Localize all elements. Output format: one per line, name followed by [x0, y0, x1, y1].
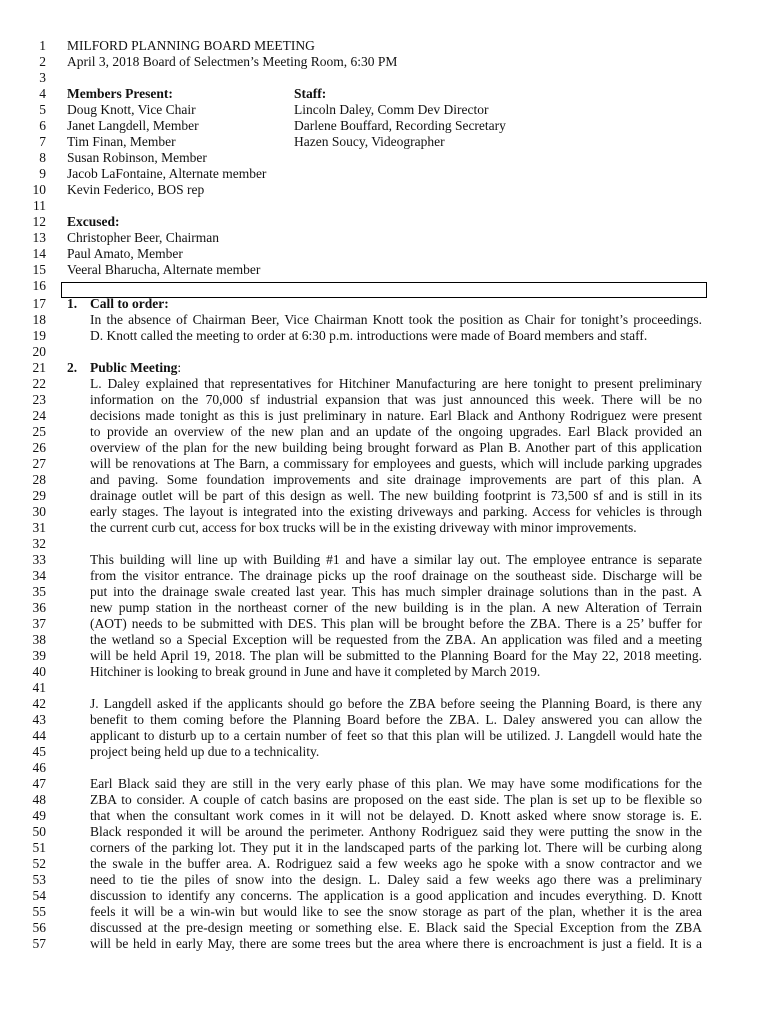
paragraph-line: (AOT) needs to be submitted with DES. This plan will be brought before the ZBA. There is a 25’ buffer for	[90, 616, 702, 631]
paragraph-line: early stages. The layout is integrated into the existing driveways and parking. Access for vehicles is through	[90, 504, 702, 519]
paragraph-line: discussion to identify any concerns. The application is a good application and incudes everything. D. Knott	[90, 888, 702, 903]
line-number: 15	[32, 262, 46, 277]
line-number: 17	[32, 296, 46, 311]
paragraph-line: will be held April 19, 2018. The plan will be submitted to the Planning Board for the May 22, 2018 meeting.	[90, 648, 702, 663]
line-number: 32	[32, 536, 46, 551]
line-number: 42	[32, 696, 46, 711]
member-item: Tim Finan, Member	[67, 134, 176, 149]
line-number: 38	[32, 632, 46, 647]
paragraph-line: corners of the parking lot. They put it in the landscaped parts of the parking lot. There will be curbing along	[90, 840, 702, 855]
line-number: 33	[32, 552, 46, 567]
line-number: 36	[32, 600, 46, 615]
staff-item: Darlene Bouffard, Recording Secretary	[294, 118, 506, 133]
line-number: 54	[32, 888, 46, 903]
line-number: 55	[32, 904, 46, 919]
line-number: 10	[32, 182, 46, 197]
paragraph-line: Black responded it will be around the perimeter. Anthony Rodriguez said they were putting the snow in the	[90, 824, 702, 839]
staff-heading: Staff:	[294, 86, 327, 101]
paragraph-line: from the visitor entrance. The drainage picks up the roof drainage on the southeast side. Discharge will be	[90, 568, 702, 583]
paragraph-line: D. Knott called the meeting to order at 6:30 p.m. introductions were made of Board members and staff.	[90, 328, 648, 343]
paragraph-line: Hitchiner is looking to break ground in June and have it completed by March 2019.	[90, 664, 541, 679]
line-number: 2	[39, 54, 46, 69]
paragraph-line: drainage outlet will be part of this design as well. The new building footprint is 73,500 sf and is still in its	[90, 488, 702, 503]
excused-item: Paul Amato, Member	[67, 246, 183, 261]
line-number: 11	[33, 198, 46, 213]
line-number: 34	[32, 568, 46, 583]
member-item: Susan Robinson, Member	[67, 150, 207, 165]
section-2-number: 2.	[67, 360, 78, 375]
paragraph-line: that when the consultant work comes in it will not be delayed. D. Knott asked where snow storage is. E.	[90, 808, 702, 823]
member-item: Kevin Federico, BOS rep	[67, 182, 205, 197]
document-title: MILFORD PLANNING BOARD MEETING	[67, 38, 315, 53]
paragraph-line: decisions made tonight as this is just preliminary in nature. Earl Black and Anthony Rodriguez were present	[90, 408, 702, 423]
line-number: 49	[32, 808, 46, 823]
line-number: 26	[32, 440, 46, 455]
paragraph-line: put into the drainage swale created last year. This has much simpler drainage solutions than in the past. A	[90, 584, 702, 599]
paragraph-line: In the absence of Chairman Beer, Vice Chairman Knott took the position as Chair for tonight’s proceedings.	[90, 312, 702, 327]
line-number: 7	[39, 134, 46, 149]
line-number: 3	[39, 70, 46, 85]
staff-item: Lincoln Daley, Comm Dev Director	[294, 102, 489, 117]
excused-heading: Excused:	[67, 214, 120, 229]
line-number: 13	[32, 230, 46, 245]
line-number: 27	[32, 456, 46, 471]
paragraph-line: information on the 70,000 sf industrial expansion that was just announced this week. There will be no	[90, 392, 702, 407]
paragraph-line: new pump station in the northeast corner of the new building is in the plan. A new Alteration of Terrain	[90, 600, 702, 615]
line-number: 28	[32, 472, 46, 487]
line-number: 30	[32, 504, 46, 519]
line-number: 51	[32, 840, 46, 855]
line-number: 37	[32, 616, 46, 631]
section-2-heading: Public Meeting	[90, 360, 178, 375]
line-number: 47	[32, 776, 46, 791]
section-1-number: 1.	[67, 296, 78, 311]
line-number: 4	[39, 86, 46, 101]
line-number: 5	[39, 102, 46, 117]
line-number: 39	[32, 648, 46, 663]
line-number: 43	[32, 712, 46, 727]
paragraph-line: applicant to disturb up to a certain number of feet so that this plan will be utilized. J. Langdell would hate the	[90, 728, 702, 743]
section-2-colon: :	[177, 360, 182, 375]
line-number: 40	[32, 664, 46, 679]
line-number: 29	[32, 488, 46, 503]
line-number: 53	[32, 872, 46, 887]
line-number: 14	[32, 246, 46, 261]
paragraph-line: overview of the plan for the new building being brought forward as Plan B. Another part of this application	[90, 440, 702, 455]
line-number: 57	[32, 936, 46, 951]
paragraph-line: ZBA to consider. A couple of catch basins are proposed on the east side. The plan is set up to be flexible so	[90, 792, 702, 807]
paragraph-line: to provide an overview of the new plan and an update of the ongoing upgrades. Earl Black provided an	[90, 424, 702, 439]
paragraph-line: benefit to them coming before the Planning Board before the ZBA. L. Daley answered you can allow the	[90, 712, 702, 727]
paragraph-line: project being held up due to a technicality.	[90, 744, 320, 759]
paragraph-line: discussed at the pre-design meeting or something else. E. Black said the Special Exception from the ZBA	[90, 920, 702, 935]
line-number: 24	[32, 408, 46, 423]
line-number: 1	[39, 38, 46, 53]
line-number: 52	[32, 856, 46, 871]
line-number: 12	[32, 214, 46, 229]
line-number: 56	[32, 920, 46, 935]
paragraph-line: the current curb cut, access for box trucks will be in the existing driveway with minor improvements.	[90, 520, 637, 535]
paragraph-line: will be held in early May, there are some trees but the area where there is encroachment is just a field. It is a	[90, 936, 702, 951]
line-number: 21	[32, 360, 46, 375]
member-item: Doug Knott, Vice Chair	[67, 102, 196, 117]
section-1-heading: Call to order:	[90, 296, 169, 311]
staff-item: Hazen Soucy, Videographer	[294, 134, 445, 149]
line-number: 19	[32, 328, 46, 343]
line-number: 9	[39, 166, 46, 181]
paragraph-line: Earl Black said they are still in the very early phase of this plan. We may have some modifications for the	[90, 776, 702, 791]
paragraph-line: feels it will be a win-win but would like to see the snow storage as part of the plan, whether it is the area	[90, 904, 702, 919]
paragraph-line: need to tie the piles of snow into the design. L. Daley said a few weeks ago there was a preliminary	[90, 872, 702, 887]
section-2-heading-line	[90, 360, 181, 376]
line-number: 31	[32, 520, 46, 535]
line-number: 16	[32, 278, 46, 293]
line-number: 23	[32, 392, 46, 407]
line-number: 50	[32, 824, 46, 839]
line-number: 25	[32, 424, 46, 439]
paragraph-line: This building will line up with Building #1 and have a similar lay out. The employee entrance is separate	[90, 552, 702, 567]
paragraph-line: will be renovations at The Barn, a commissary for employees and guests, which will include parking upgrades	[90, 456, 702, 471]
excused-item: Christopher Beer, Chairman	[67, 230, 220, 245]
members-present-heading: Members Present:	[67, 86, 173, 101]
paragraph-line: and paving. Some foundation improvements and site drainage improvements are part of this plan. A	[90, 472, 702, 487]
line-number: 41	[32, 680, 46, 695]
line-number: 44	[32, 728, 46, 743]
line-number: 6	[39, 118, 46, 133]
line-number: 20	[32, 344, 46, 359]
line-number: 46	[32, 760, 46, 775]
line-number: 18	[32, 312, 46, 327]
line-number: 48	[32, 792, 46, 807]
member-item: Jacob LaFontaine, Alternate member	[67, 166, 267, 181]
member-item: Janet Langdell, Member	[67, 118, 199, 133]
line-number: 22	[32, 376, 46, 391]
line-number: 8	[39, 150, 46, 165]
excused-item: Veeral Bharucha, Alternate member	[67, 262, 261, 277]
paragraph-line: the swale in the buffer area. A. Rodriguez said a few weeks ago he spoke with a snow contractor and we	[90, 856, 702, 871]
meeting-date-location: April 3, 2018 Board of Selectmen’s Meeting Room, 6:30 PM	[67, 54, 398, 69]
paragraph-line: J. Langdell asked if the applicants should go before the ZBA before seeing the Planning Board, is there any	[90, 696, 702, 711]
line-number: 45	[32, 744, 46, 759]
line-number: 35	[32, 584, 46, 599]
paragraph-line: L. Daley explained that representatives for Hitchiner Manufacturing are here tonight to present preliminary	[90, 376, 702, 391]
paragraph-line: the wetland so a Special Exception will be requested from the ZBA. An application was filed and a meeting	[90, 632, 702, 647]
